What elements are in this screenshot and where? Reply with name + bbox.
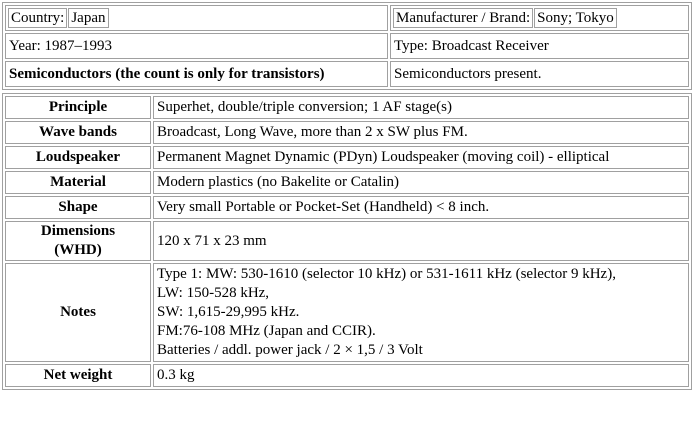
spec-value-dimensions: 120 x 71 x 23 mm (153, 221, 689, 261)
manufacturer-value: Sony; Tokyo (534, 8, 617, 28)
spec-value-loudspeaker: Permanent Magnet Dynamic (PDyn) Loudspeaker (moving coil) - elliptical (153, 146, 689, 169)
semiconductors-value: Semiconductors present. (390, 61, 689, 87)
spec-label-loudspeaker: Loudspeaker (5, 146, 151, 169)
country-cell (5, 5, 388, 31)
spec-value-net-weight: 0.3 kg (153, 364, 689, 387)
notes-line: FM:76-108 MHz (Japan and CCIR). (157, 323, 376, 339)
spec-row (5, 171, 689, 194)
year-cell: Year: 1987–1993 (5, 33, 388, 59)
header-row-year (5, 33, 689, 59)
spec-value-material: Modern plastics (no Bakelite or Catalin) (153, 171, 689, 194)
country-label: Country: (8, 8, 67, 28)
radio-spec-sheet (2, 2, 690, 390)
notes-line: LW: 150-528 kHz, (157, 285, 270, 301)
spec-label-material: Material (5, 171, 151, 194)
spec-row (5, 221, 689, 261)
spec-row (5, 364, 689, 387)
spec-label-dimensions: Dimensions (WHD) (5, 221, 151, 261)
spec-label-net-weight: Net weight (5, 364, 151, 387)
spec-value-notes (153, 263, 689, 362)
spec-row-notes (5, 263, 689, 362)
spec-label-wave-bands: Wave bands (5, 121, 151, 144)
notes-line: Batteries / addl. power jack / 2 × 1,5 / 3 Volt (157, 342, 423, 358)
spec-row (5, 146, 689, 169)
header-row-semiconductors (5, 61, 689, 87)
spec-row (5, 121, 689, 144)
spec-value-shape: Very small Portable or Pocket-Set (Handheld) < 8 inch. (153, 196, 689, 219)
country-value: Japan (68, 8, 108, 28)
specifications-table (2, 93, 692, 390)
manufacturer-label: Manufacturer / Brand: (393, 8, 533, 28)
spec-row (5, 96, 689, 119)
manufacturer-cell (390, 5, 689, 31)
semiconductors-label: Semiconductors (the count is only for transistors) (5, 61, 388, 87)
notes-line: Type 1: MW: 530-1610 (selector 10 kHz) or 531-1611 kHz (selector 9 kHz), (157, 266, 616, 282)
header-row-country (5, 5, 689, 31)
spec-value-principle: Superhet, double/triple conversion; 1 AF stage(s) (153, 96, 689, 119)
spec-row (5, 196, 689, 219)
spec-value-wave-bands: Broadcast, Long Wave, more than 2 x SW plus FM. (153, 121, 689, 144)
notes-line: SW: 1,615-29,995 kHz. (157, 304, 300, 320)
spec-label-principle: Principle (5, 96, 151, 119)
header-table (2, 2, 692, 90)
spec-label-shape: Shape (5, 196, 151, 219)
type-cell: Type: Broadcast Receiver (390, 33, 689, 59)
spec-label-notes: Notes (5, 263, 151, 362)
